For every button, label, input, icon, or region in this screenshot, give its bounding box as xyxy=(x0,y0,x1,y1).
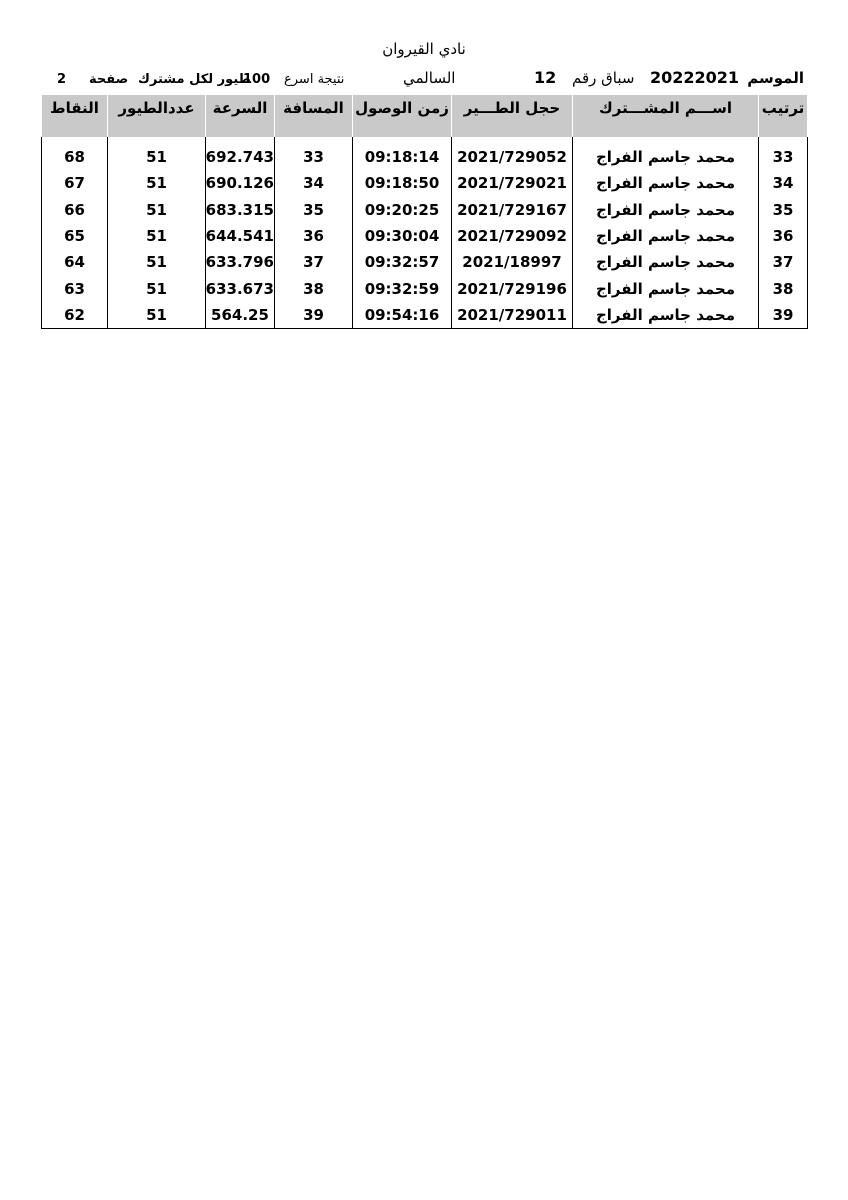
birds-count: 100 xyxy=(243,72,271,87)
cell-speed: 683.315 xyxy=(206,197,275,223)
cell-name: محمد جاسم الفراج xyxy=(573,197,759,223)
cell-points: 68 xyxy=(42,144,108,170)
cell-rank: 38 xyxy=(759,275,808,301)
cell-arrival: 09:32:59 xyxy=(353,275,452,301)
cell-distance: 35 xyxy=(275,197,353,223)
cell-ring: 2021/729021 xyxy=(452,170,573,196)
cell-speed: 564.25 xyxy=(206,302,275,329)
cell-speed: 633.796 xyxy=(206,249,275,275)
table-row xyxy=(42,223,808,249)
cell-distance: 36 xyxy=(275,223,353,249)
result-label: نتيجة اسرع xyxy=(284,72,345,87)
cell-ring: 2021/729052 xyxy=(452,144,573,170)
table-row xyxy=(42,144,808,170)
cell-birds: 51 xyxy=(108,144,206,170)
race-label: سباق رقم xyxy=(572,69,635,87)
cell-name: محمد جاسم الفراج xyxy=(573,302,759,329)
header-birds: عددالطيور xyxy=(108,95,206,137)
season-label: الموسم xyxy=(747,69,804,87)
cell-points: 65 xyxy=(42,223,108,249)
cell-points: 64 xyxy=(42,249,108,275)
cell-rank: 34 xyxy=(759,170,808,196)
cell-rank: 33 xyxy=(759,144,808,170)
cell-rank: 37 xyxy=(759,249,808,275)
table-row xyxy=(42,302,808,329)
cell-speed: 633.673 xyxy=(206,275,275,301)
cell-name: محمد جاسم الفراج xyxy=(573,275,759,301)
cell-arrival: 09:54:16 xyxy=(353,302,452,329)
header-rank: ترتيب xyxy=(759,95,808,137)
cell-speed: 644.541 xyxy=(206,223,275,249)
results-table xyxy=(41,95,808,329)
cell-birds: 51 xyxy=(108,197,206,223)
page-value: 2 xyxy=(57,72,67,87)
table-row xyxy=(42,170,808,196)
cell-name: محمد جاسم الفراج xyxy=(573,249,759,275)
page-label: صفحة xyxy=(89,72,129,87)
season-value: 20222021 xyxy=(650,68,740,87)
cell-arrival: 09:32:57 xyxy=(353,249,452,275)
cell-arrival: 09:20:25 xyxy=(353,197,452,223)
cell-ring: 2021/729092 xyxy=(452,223,573,249)
table-header-row xyxy=(42,95,808,137)
cell-points: 62 xyxy=(42,302,108,329)
cell-ring: 2021/729011 xyxy=(452,302,573,329)
cell-birds: 51 xyxy=(108,275,206,301)
cell-points: 66 xyxy=(42,197,108,223)
header-distance: المسافة xyxy=(275,95,353,137)
header-name: اســـم المشـــترك xyxy=(573,95,759,137)
cell-birds: 51 xyxy=(108,170,206,196)
cell-name: محمد جاسم الفراج xyxy=(573,170,759,196)
table-row xyxy=(42,249,808,275)
cell-distance: 33 xyxy=(275,144,353,170)
cell-distance: 37 xyxy=(275,249,353,275)
cell-distance: 39 xyxy=(275,302,353,329)
cell-ring: 2021/729167 xyxy=(452,197,573,223)
cell-distance: 34 xyxy=(275,170,353,196)
header-points: النقاط xyxy=(42,95,108,137)
per-participant-label: طيور لكل مشترك xyxy=(138,72,251,87)
race-value: 12 xyxy=(534,68,557,87)
cell-speed: 692.743 xyxy=(206,144,275,170)
cell-rank: 35 xyxy=(759,197,808,223)
cell-name: محمد جاسم الفراج xyxy=(573,223,759,249)
location: السالمي xyxy=(403,69,456,87)
cell-points: 67 xyxy=(42,170,108,196)
cell-arrival: 09:18:14 xyxy=(353,144,452,170)
cell-birds: 51 xyxy=(108,302,206,329)
club-title: نادي القيروان xyxy=(382,40,466,58)
cell-arrival: 09:18:50 xyxy=(353,170,452,196)
table-row xyxy=(42,197,808,223)
cell-speed: 690.126 xyxy=(206,170,275,196)
cell-distance: 38 xyxy=(275,275,353,301)
cell-birds: 51 xyxy=(108,249,206,275)
table-spacer xyxy=(42,137,808,144)
cell-birds: 51 xyxy=(108,223,206,249)
cell-points: 63 xyxy=(42,275,108,301)
table-row xyxy=(42,275,808,301)
cell-name: محمد جاسم الفراج xyxy=(573,144,759,170)
header-ring: حجل الطـــير xyxy=(452,95,573,137)
header-arrival: زمن الوصول xyxy=(353,95,452,137)
header-speed: السرعة xyxy=(206,95,275,137)
cell-rank: 39 xyxy=(759,302,808,329)
cell-ring: 2021/18997 xyxy=(452,249,573,275)
cell-ring: 2021/729196 xyxy=(452,275,573,301)
cell-rank: 36 xyxy=(759,223,808,249)
cell-arrival: 09:30:04 xyxy=(353,223,452,249)
